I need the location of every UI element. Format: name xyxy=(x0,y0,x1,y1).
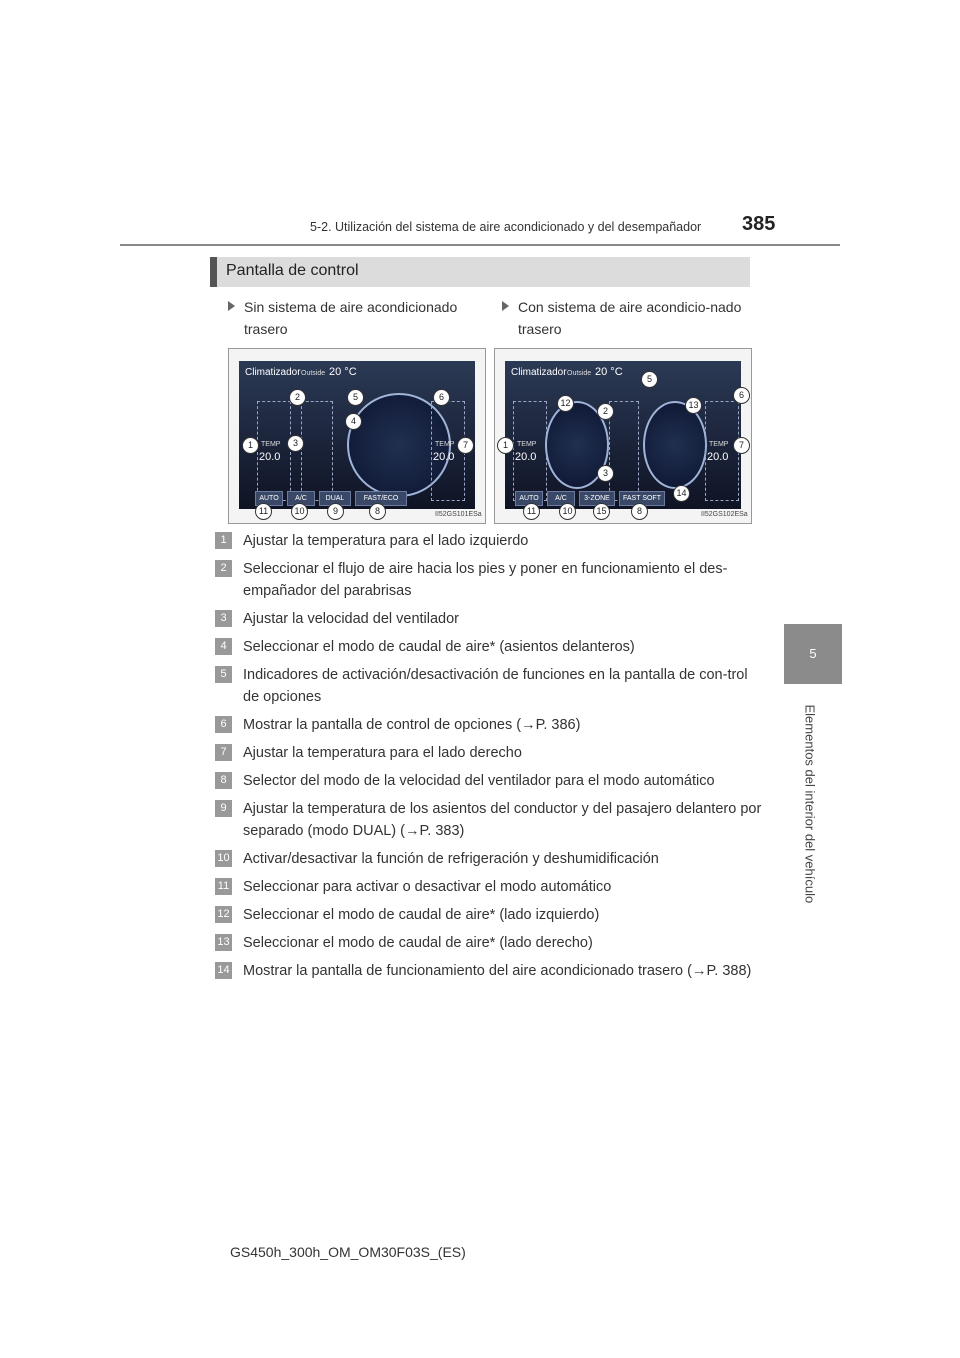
screen-title: Climatizador xyxy=(245,367,301,378)
item-number: 1 xyxy=(215,532,232,549)
item-number: 3 xyxy=(215,610,232,627)
list-item xyxy=(215,742,755,766)
section-heading: Pantalla de control xyxy=(226,262,359,279)
item-text: Indicadores de activación/desactivación de funciones en la pantalla de con-trol de opciones xyxy=(243,667,748,705)
item-text: Selector del modo de la velocidad del ventilador para el modo automático xyxy=(243,773,715,789)
temp-right-value: 20.0 xyxy=(707,451,729,463)
callout-15: 15 xyxy=(593,503,610,520)
callout-5: 5 xyxy=(641,371,658,388)
callout-3: 3 xyxy=(597,465,614,482)
list-item xyxy=(215,608,755,632)
section-heading-bar xyxy=(210,257,750,287)
triangle-bullet-icon xyxy=(502,301,509,311)
item-text: Seleccionar el modo de caudal de aire* (asientos delanteros) xyxy=(243,639,635,655)
page-number: 385 xyxy=(742,213,776,235)
auto-button[interactable]: AUTO xyxy=(255,491,283,506)
outside-label: Outside xyxy=(301,370,326,377)
callout-8: 8 xyxy=(631,503,648,520)
temp-left-value: 20.0 xyxy=(515,451,537,463)
screen-title: Climatizador xyxy=(511,367,567,378)
item-number: 4 xyxy=(215,638,232,655)
list-item xyxy=(215,876,755,900)
callout-10: 10 xyxy=(291,503,308,520)
auto-button[interactable]: AUTO xyxy=(515,491,543,506)
fan-speed-control[interactable] xyxy=(609,401,639,501)
callout-1: 1 xyxy=(242,437,259,454)
item-text: Seleccionar el flujo de aire hacia los pies y poner en funcionamiento el des-empañador del parabrisas xyxy=(243,561,728,599)
item-text: Seleccionar el modo de caudal de aire* (lado derecho) xyxy=(243,935,593,951)
callout-6: 6 xyxy=(433,389,450,406)
airflow-seat-diagram-right[interactable] xyxy=(643,401,707,489)
climate-screen-right xyxy=(505,361,741,509)
list-item xyxy=(215,904,755,928)
item-number: 13 xyxy=(215,934,232,951)
item-text: Mostrar la pantalla de control de opciones (→P. 386) xyxy=(243,717,581,733)
item-text: Ajustar la velocidad del ventilador xyxy=(243,611,460,627)
list-item xyxy=(215,770,755,794)
callout-9: 9 xyxy=(327,503,344,520)
chapter-tab: 5 xyxy=(784,624,842,684)
list-item xyxy=(215,798,762,844)
item-text: Mostrar la pantalla de funcionamiento del aire acondicionado trasero (→P. 388) xyxy=(243,963,752,979)
figure-left xyxy=(228,348,486,524)
callout-8: 8 xyxy=(369,503,386,520)
item-number: 12 xyxy=(215,906,232,923)
list-item xyxy=(215,960,755,1006)
variant-right-label: Con sistema de aire acondicio-nado trasero xyxy=(518,299,742,337)
item-number: 5 xyxy=(215,666,232,683)
three-zone-button[interactable]: 3-ZONE xyxy=(579,491,615,506)
list-item xyxy=(215,530,755,554)
item-text: Activar/desactivar la función de refrigeración y deshumidificación xyxy=(243,851,659,867)
item-text: Ajustar la temperatura para el lado derecho xyxy=(243,745,522,761)
variant-right xyxy=(502,296,762,342)
item-number: 2 xyxy=(215,560,232,577)
callout-11: 11 xyxy=(255,503,272,520)
climate-screen-left xyxy=(239,361,475,509)
dual-button[interactable]: DUAL xyxy=(319,491,351,506)
figure-code: II52GS101ESa xyxy=(435,511,482,518)
variant-left-label: Sin sistema de aire acondicionado trasero xyxy=(244,299,458,337)
list-item xyxy=(215,558,755,604)
item-text: Seleccionar para activar o desactivar el modo automático xyxy=(243,879,612,895)
item-number: 11 xyxy=(215,878,232,895)
callout-14: 14 xyxy=(673,485,690,502)
callout-13: 13 xyxy=(685,397,702,414)
temp-label-right: TEMP xyxy=(709,441,729,448)
callout-3: 3 xyxy=(287,435,304,452)
variant-left xyxy=(228,296,488,342)
outside-temp: 20 °C xyxy=(595,366,623,378)
callout-7: 7 xyxy=(457,437,474,454)
fast-soft-button[interactable]: FAST SOFT xyxy=(619,491,665,506)
temp-label-left: TEMP xyxy=(261,441,281,448)
fan-speed-control[interactable] xyxy=(301,401,333,501)
list-item xyxy=(215,664,755,710)
temp-left-value: 20.0 xyxy=(259,451,281,463)
figure-right xyxy=(494,348,752,524)
callout-4: 4 xyxy=(345,413,362,430)
ac-button[interactable]: A/C xyxy=(547,491,575,506)
document-footer-code: GS450h_300h_OM_OM30F03S_(ES) xyxy=(230,1244,466,1260)
callout-2: 2 xyxy=(289,389,306,406)
chapter-label: Elementos del interior del vehículo xyxy=(802,704,818,904)
callout-1: 1 xyxy=(497,437,514,454)
item-number: 10 xyxy=(215,850,232,867)
callout-11: 11 xyxy=(523,503,540,520)
item-number: 8 xyxy=(215,772,232,789)
item-text: Seleccionar el modo de caudal de aire* (lado izquierdo) xyxy=(243,907,600,923)
temp-right-value: 20.0 xyxy=(433,451,455,463)
item-number: 6 xyxy=(215,716,232,733)
callout-6: 6 xyxy=(733,387,750,404)
section-marker xyxy=(210,257,217,287)
callout-10: 10 xyxy=(559,503,576,520)
chapter-label-container xyxy=(800,700,818,904)
temp-label-right: TEMP xyxy=(435,441,455,448)
callout-2: 2 xyxy=(597,403,614,420)
list-item xyxy=(215,714,755,738)
outside-label: Outside xyxy=(567,370,592,377)
header-rule xyxy=(120,244,840,246)
item-text: Ajustar la temperatura de los asientos del conductor y del pasajero delantero por separado (modo DUAL) (→P. 383) xyxy=(243,801,762,839)
callout-7: 7 xyxy=(733,437,750,454)
item-number: 7 xyxy=(215,744,232,761)
triangle-bullet-icon xyxy=(228,301,235,311)
list-item xyxy=(215,932,755,956)
temp-label-left: TEMP xyxy=(517,441,537,448)
item-number: 14 xyxy=(215,962,232,979)
item-text: Ajustar la temperatura para el lado izquierdo xyxy=(243,533,529,549)
ac-button[interactable]: A/C xyxy=(287,491,315,506)
outside-temp: 20 °C xyxy=(329,366,357,378)
callout-5: 5 xyxy=(347,389,364,406)
list-item xyxy=(215,848,755,872)
item-number: 9 xyxy=(215,800,232,817)
fast-eco-button[interactable]: FAST/ECO xyxy=(355,491,407,506)
list-item xyxy=(215,636,755,660)
callout-12: 12 xyxy=(557,395,574,412)
running-header-title: 5-2. Utilización del sistema de aire acondicionado y del desempañador xyxy=(310,220,702,234)
figure-code: II52GS102ESa xyxy=(701,511,748,518)
